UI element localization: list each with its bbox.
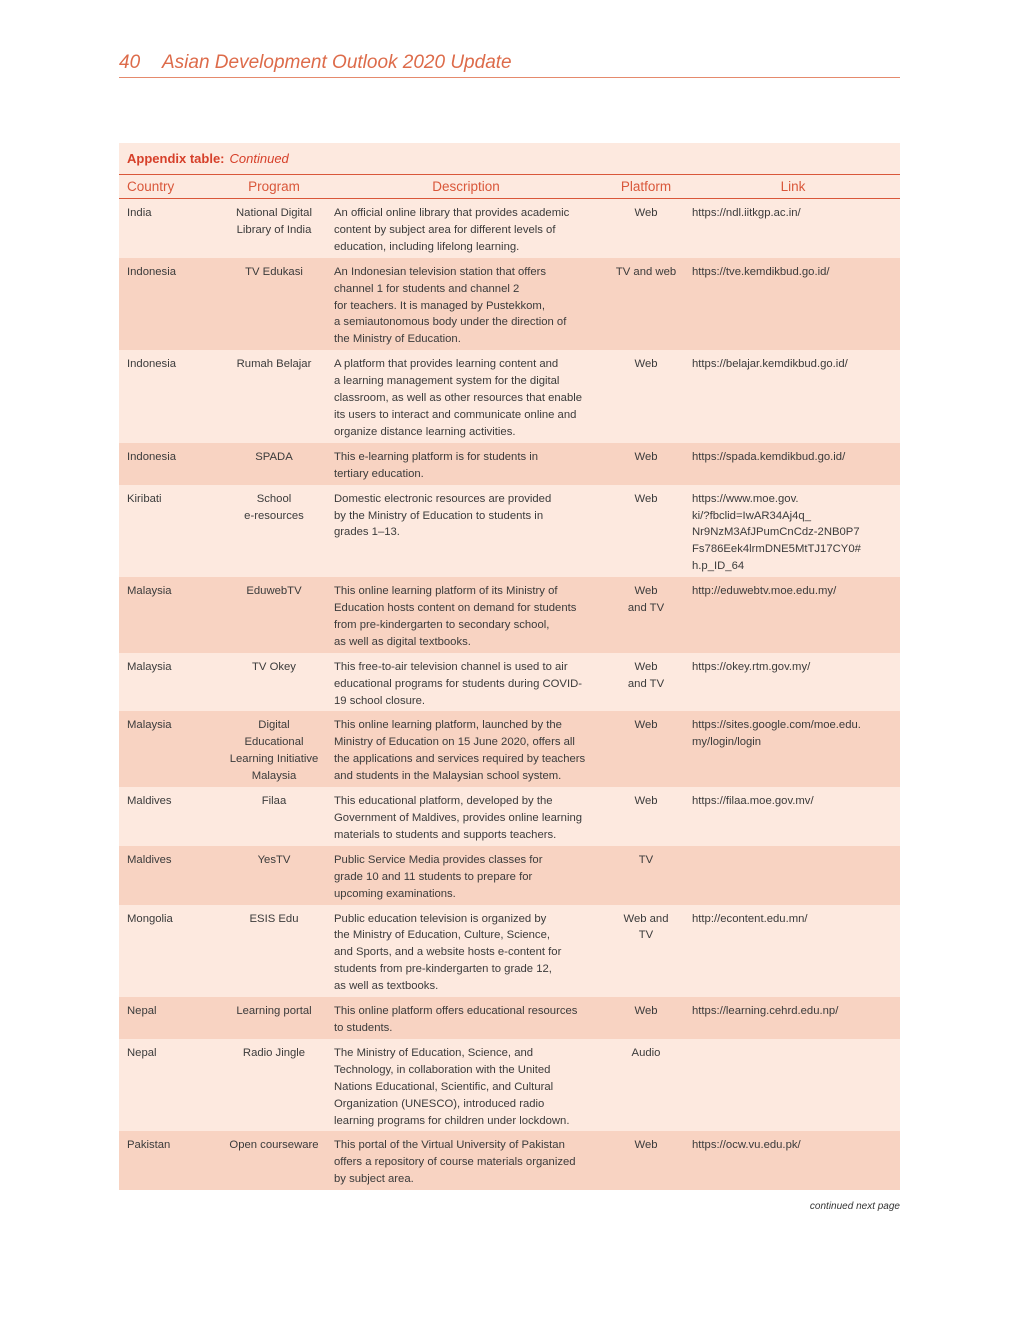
description-cell: This e-learning platform is for students in tertiary education. bbox=[334, 450, 539, 480]
platform-cell: Web bbox=[634, 358, 658, 371]
table-row bbox=[119, 997, 900, 1039]
program-cell: EduwebTV bbox=[246, 585, 302, 598]
country-cell: Nepal bbox=[127, 1005, 157, 1018]
platform-cell: TV bbox=[638, 853, 654, 866]
description-cell: A platform that provides learning content and a learning management system for the digital classroom, as well as other resources that enable its users to interact and communicate online and organize distance learning activities. bbox=[334, 358, 583, 438]
link-cell[interactable]: https://tve.kemdikbud.go.id/ bbox=[692, 265, 830, 278]
country-cell: Kiribati bbox=[127, 492, 162, 505]
program-cell: YesTV bbox=[257, 853, 291, 866]
platform-cell: Web bbox=[634, 1005, 658, 1018]
link-cell[interactable]: https://www.moe.gov. ki/?fbclid=IwAR34Aj4q_ Nr9NzM3AfJPumCnCdz-2NB0P7 Fs786Eek4lrmDNE5MtTJ17CY0# h.p_ID_64 bbox=[692, 492, 861, 573]
column-header-country: Country bbox=[127, 179, 175, 194]
column-header-row bbox=[119, 175, 900, 199]
program-cell: Digital Educational Learning Initiative Malaysia bbox=[229, 719, 319, 783]
link-cell[interactable]: https://ndl.iitkgp.ac.in/ bbox=[692, 207, 801, 219]
description-cell: This free-to-air television channel is used to air educational programs for students during COVID- 19 school closure. bbox=[334, 660, 583, 707]
program-cell: Open courseware bbox=[229, 1139, 319, 1152]
country-cell: Malaysia bbox=[127, 719, 172, 732]
country-cell: Malaysia bbox=[127, 660, 172, 673]
description-cell: An official online library that provides academic content by subject area for different levels of education, including lifelong learning. bbox=[334, 207, 570, 253]
running-header bbox=[119, 50, 900, 76]
table-row bbox=[119, 258, 900, 351]
table-row bbox=[119, 443, 900, 485]
description-cell: This online platform offers educational resources to students. bbox=[334, 1005, 578, 1034]
table-row bbox=[119, 1039, 900, 1132]
description-cell: This online learning platform of its Ministry of Education hosts content on demand for students from pre-kindergarten to secondary school, as well as digital textbooks. bbox=[334, 585, 577, 648]
description-cell: An Indonesian television station that offers channel 1 for students and channel 2 for teachers. It is managed by Pustekkom, a semiautonomous body under the direction of the Ministry of Education. bbox=[334, 265, 567, 346]
appendix-table bbox=[119, 143, 900, 1190]
table-body bbox=[119, 199, 900, 1190]
program-cell: TV Okey bbox=[252, 660, 296, 673]
table-row bbox=[119, 199, 900, 258]
link-cell[interactable]: https://learning.cehrd.edu.np/ bbox=[692, 1005, 839, 1018]
platform-cell: Web and TV bbox=[627, 585, 665, 615]
program-cell: National Digital Library of India bbox=[236, 207, 312, 236]
program-cell: ESIS Edu bbox=[249, 912, 299, 925]
link-cell bbox=[686, 1039, 900, 1132]
description-cell: Domestic electronic resources are provided by the Ministry of Education to students in grades 1–13. bbox=[334, 492, 552, 539]
program-cell: School e-resources bbox=[244, 492, 304, 522]
program-cell: Filaa bbox=[261, 795, 287, 808]
description-cell: This portal of the Virtual University of Pakistan offers a repository of course materials organized by subject area. bbox=[334, 1139, 576, 1186]
platform-cell: Web bbox=[634, 1139, 658, 1152]
description-cell: This educational platform, developed by the Government of Maldives, provides online learning materials to students and supports teachers. bbox=[334, 795, 583, 841]
table-row bbox=[119, 787, 900, 846]
page-number: 40 bbox=[119, 52, 141, 73]
platform-cell: Web bbox=[634, 450, 658, 463]
table-row bbox=[119, 846, 900, 905]
link-cell[interactable]: https://okey.rtm.gov.my/ bbox=[692, 660, 811, 673]
country-cell: Indonesia bbox=[127, 358, 176, 371]
country-cell: Nepal bbox=[127, 1046, 157, 1059]
program-cell: SPADA bbox=[255, 450, 293, 463]
platform-cell: Web and TV bbox=[627, 660, 665, 690]
table-title bbox=[119, 143, 900, 175]
table-row bbox=[119, 653, 900, 712]
description-cell: Public Service Media provides classes for grade 10 and 11 students to prepare for upcoming examinations. bbox=[334, 853, 543, 900]
description-cell: Public education television is organized by the Ministry of Education, Culture, Science, and Sports, and a website hosts e-content for students from pre-kindergarten to grade 12, as well as textbooks. bbox=[334, 912, 562, 993]
continued-next-page-note: continued next page bbox=[809, 1201, 900, 1212]
platform-cell: Audio bbox=[631, 1046, 661, 1059]
column-header-program: Program bbox=[248, 179, 300, 194]
country-cell: Indonesia bbox=[127, 450, 176, 463]
country-cell: Malaysia bbox=[127, 585, 172, 598]
link-cell[interactable]: https://filaa.moe.gov.mv/ bbox=[692, 795, 814, 808]
table-row bbox=[119, 1131, 900, 1190]
table-row bbox=[119, 577, 900, 653]
link-cell[interactable]: https://sites.google.com/moe.edu. my/login/login bbox=[692, 719, 861, 749]
country-cell: Maldives bbox=[127, 853, 172, 866]
publication-title: Asian Development Outlook 2020 Update bbox=[162, 52, 512, 73]
column-header-description: Description bbox=[432, 179, 500, 194]
link-cell[interactable]: http://eduwebtv.moe.edu.my/ bbox=[692, 585, 837, 598]
link-cell[interactable]: https://belajar.kemdikbud.go.id/ bbox=[692, 358, 848, 371]
country-cell: Indonesia bbox=[127, 265, 176, 278]
link-cell[interactable]: https://spada.kemdikbud.go.id/ bbox=[692, 450, 846, 463]
description-cell: The Ministry of Education, Science, and Technology, in collaboration with the United Nations Educational, Scientific, and Cultural Organization (UNESCO), introduced radio learning programs for children under lockdown. bbox=[334, 1046, 570, 1127]
platform-cell: Web bbox=[634, 492, 658, 505]
description-cell: This online learning platform, launched by the Ministry of Education on 15 June 2020, offers all the applications and services required by teachers and students in the Malaysian school system. bbox=[334, 719, 586, 783]
link-cell[interactable]: http://econtent.edu.mn/ bbox=[692, 912, 808, 925]
link-cell bbox=[686, 846, 900, 905]
table-row bbox=[119, 485, 900, 578]
program-cell: TV Edukasi bbox=[245, 265, 303, 278]
table-row bbox=[119, 711, 900, 787]
column-header-platform: Platform bbox=[620, 179, 672, 194]
header-rule bbox=[119, 77, 900, 78]
country-cell: Maldives bbox=[127, 795, 172, 808]
program-cell: Learning portal bbox=[236, 1005, 312, 1018]
platform-cell: Web bbox=[634, 719, 658, 732]
country-cell: India bbox=[127, 207, 152, 219]
platform-cell: Web bbox=[634, 795, 658, 808]
table-title-status: Continued bbox=[229, 151, 289, 166]
program-cell: Radio Jingle bbox=[242, 1046, 306, 1059]
column-header-link: Link bbox=[780, 179, 806, 194]
country-cell: Pakistan bbox=[127, 1139, 171, 1152]
country-cell: Mongolia bbox=[127, 912, 173, 925]
link-cell[interactable]: https://ocw.vu.edu.pk/ bbox=[692, 1139, 801, 1152]
platform-cell: Web bbox=[634, 207, 658, 219]
table-row bbox=[119, 350, 900, 443]
platform-cell: Web and TV bbox=[623, 912, 669, 942]
platform-cell: TV and web bbox=[615, 265, 677, 278]
table-row bbox=[119, 905, 900, 998]
program-cell: Rumah Belajar bbox=[236, 358, 312, 371]
table-title-label: Appendix table: bbox=[127, 151, 225, 166]
